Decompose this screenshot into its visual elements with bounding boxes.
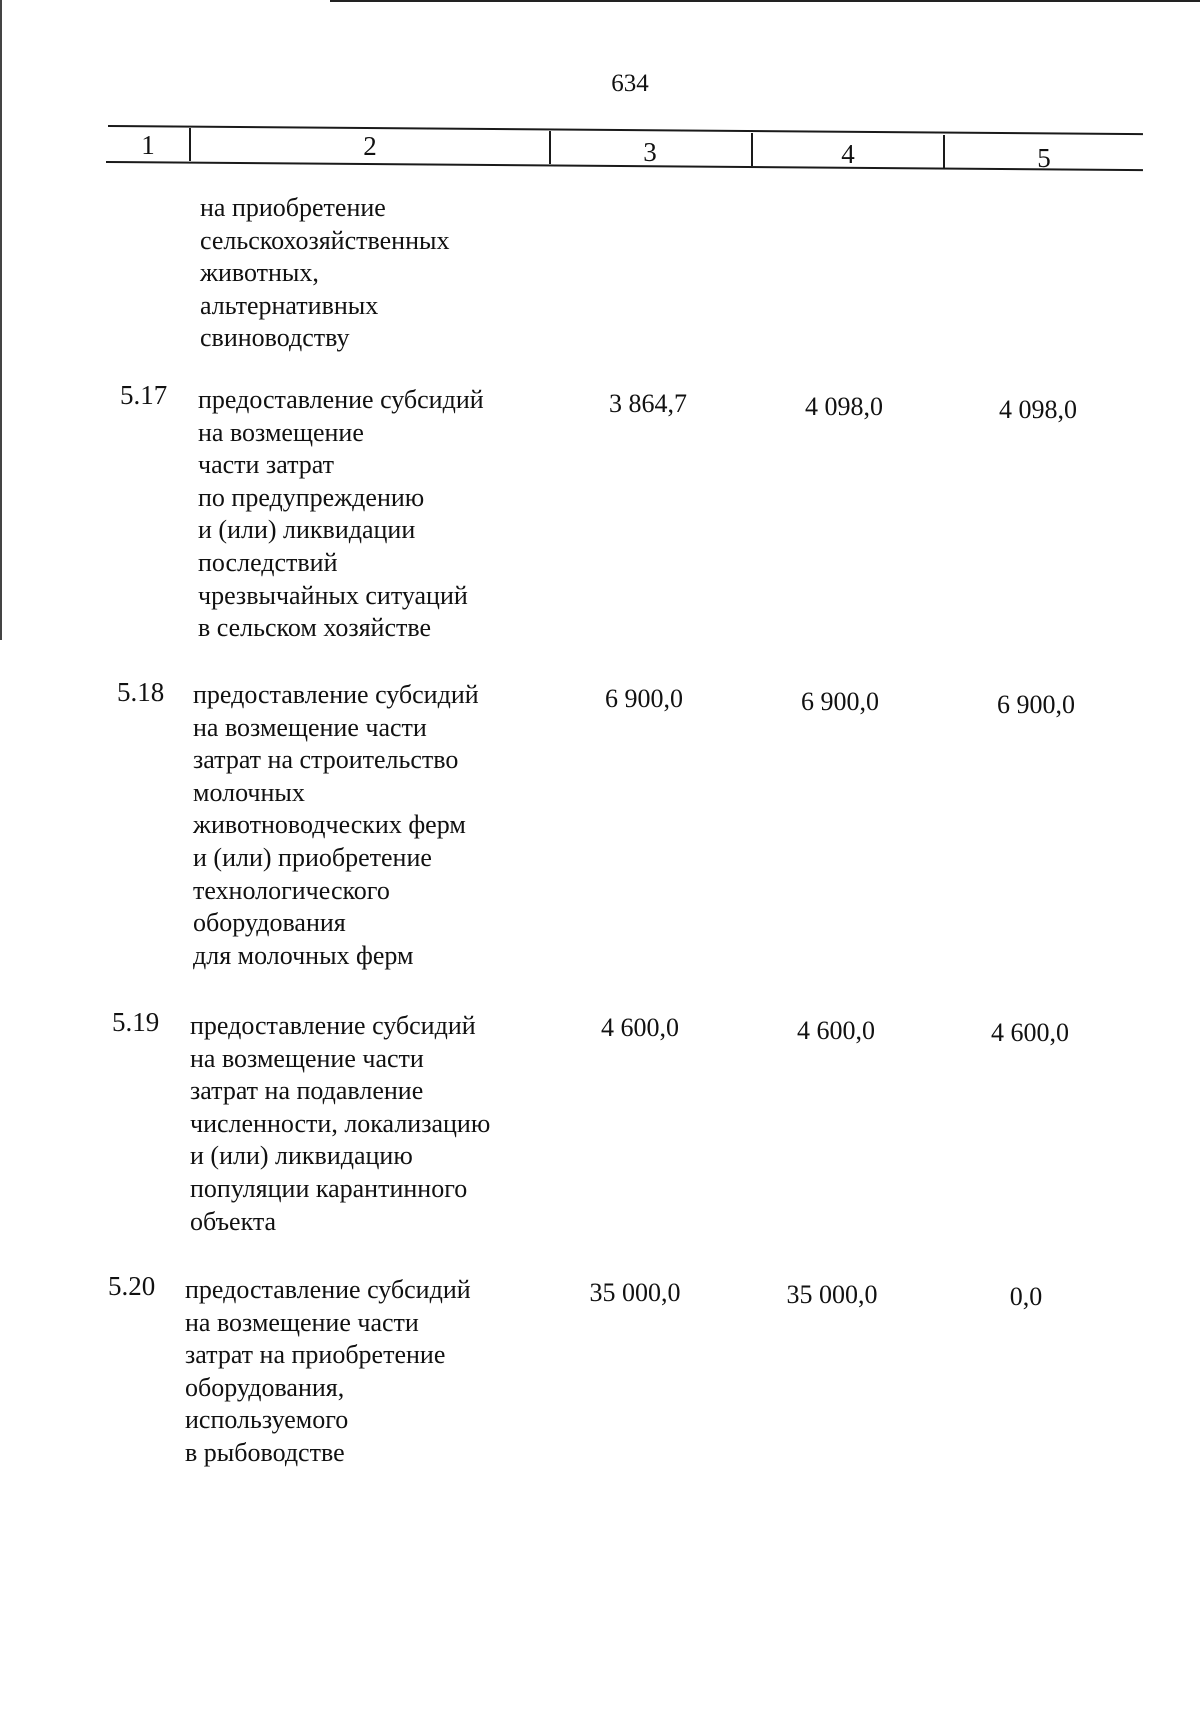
row-value-col3: 3 864,7 [609,389,687,418]
column-number-3: 3 [643,137,657,167]
header-divider [189,128,191,161]
page-number: 634 [611,70,649,97]
row-value-col5: 4 098,0 [999,395,1077,424]
row-number: 5.19 [112,1007,160,1037]
row-value-col3: 35 000,0 [589,1278,681,1307]
row-number: 5.17 [120,380,168,410]
row-description: предоставление субсидий на возмещение части затрат на приобретение оборудования, используемого в рыбоводстве [185,1275,471,1467]
header-divider [943,135,945,168]
header-divider [549,131,551,164]
row-value-col4: 6 900,0 [801,687,879,716]
column-number-5: 5 [1037,143,1051,173]
scan-top-edge [330,0,1200,2]
row-number: 5.18 [117,677,165,707]
row-value-col5: 4 600,0 [991,1018,1069,1047]
column-number-4: 4 [841,139,855,169]
row-number: 5.20 [108,1271,156,1301]
header-divider [751,133,753,166]
row-description: предоставление субсидий на возмещение части затрат на подавление численности, локализацию и (или) ликвидацию популяции карантинного объекта [190,1011,491,1236]
row-value-col3: 4 600,0 [601,1013,679,1042]
row-value-col4: 4 600,0 [797,1016,875,1045]
row-description: предоставление субсидий на возмещение части затрат по предупреждению и (или) ликвидации последствий чрезвычайных ситуаций в сельском хозяйстве [198,385,484,643]
row-value-col4: 35 000,0 [786,1280,878,1309]
column-number-1: 1 [141,130,155,160]
header-top-rule [108,125,1143,135]
continuation-text: на приобретение сельскохозяйственных животных, альтернативных свиноводству [200,193,450,353]
column-number-2: 2 [363,131,377,161]
row-value-col3: 6 900,0 [605,684,683,713]
row-value-col4: 4 098,0 [805,392,883,421]
row-value-col5: 6 900,0 [997,690,1075,719]
row-value-col5: 0,0 [1009,1282,1043,1311]
row-description: предоставление субсидий на возмещение части затрат на строительство молочных животноводческих ферм и (или) приобретение технологического оборудования для молочных ферм [193,680,479,970]
